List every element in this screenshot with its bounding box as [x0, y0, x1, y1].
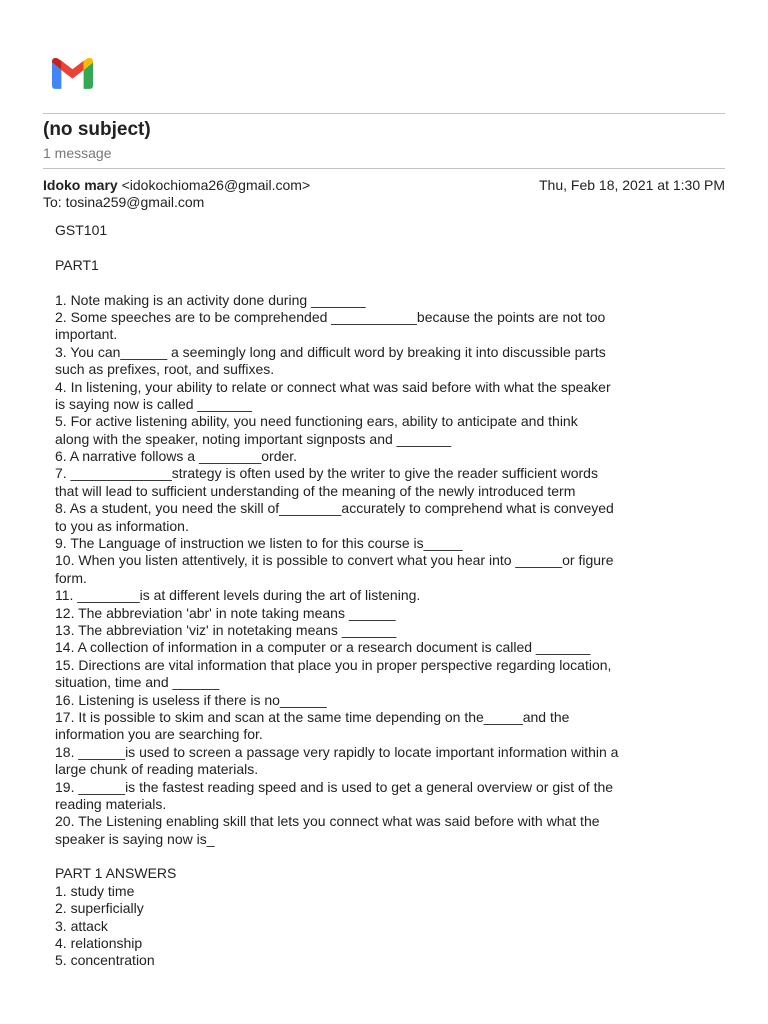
question-line: that will lead to sufficient understanding of the meaning of the newly introduced term	[55, 482, 576, 499]
gmail-logo-icon	[52, 58, 93, 89]
message-date: Thu, Feb 18, 2021 at 1:30 PM	[538, 177, 725, 193]
answer-line: 1. study time	[55, 882, 135, 899]
question-line: 3. You can______ a seemingly long and difficult word by breaking it into discussible parts	[55, 343, 606, 360]
question-line: 6. A narrative follows a ________order.	[55, 448, 298, 465]
answer-line: 4. relationship	[55, 935, 143, 952]
answer-line: 5. concentration	[55, 952, 155, 969]
question-line: reading materials.	[55, 795, 167, 812]
question-line: 14. A collection of information in a computer or a research document is called _______	[55, 639, 591, 656]
question-line: such as prefixes, root, and suffixes.	[55, 361, 275, 378]
sender-line	[43, 177, 310, 193]
question-line: 5. For active listening ability, you need functioning ears, ability to anticipate and think	[55, 413, 578, 430]
question-line: 10. When you listen attentively, it is possible to convert what you hear into ______or figure	[55, 552, 614, 569]
answers-title: PART 1 ANSWERS	[55, 865, 177, 882]
question-line: 4. In listening, your ability to relate or connect what was said before with what the speaker	[55, 378, 611, 395]
question-line: 16. Listening is useless if there is no______	[55, 691, 327, 708]
question-line: 1. Note making is an activity done during _______	[55, 291, 366, 308]
question-line: 7. _____________strategy is often used by the writer to give the reader sufficient words	[55, 465, 598, 482]
question-line: situation, time and ______	[55, 674, 220, 691]
question-line: 12. The abbreviation 'abr' in note taking means ______	[55, 604, 396, 621]
email-subject: (no subject)	[43, 119, 151, 140]
answer-line: 3. attack	[55, 917, 108, 934]
question-line: 9. The Language of instruction we listen to for this course is_____	[55, 535, 463, 552]
course-code: GST101	[55, 222, 108, 238]
question-line: 17. It is possible to skim and scan at the same time depending on the_____and the	[55, 708, 570, 725]
question-line: to you as information.	[55, 517, 189, 534]
question-line: important.	[55, 326, 118, 343]
sender-name: Idoko mary	[43, 177, 118, 193]
message-body	[55, 222, 625, 970]
question-line: 11. ________is at different levels during the art of listening.	[55, 587, 421, 604]
question-line: is saying now is called _______	[55, 395, 252, 412]
answer-line: 2. superficially	[55, 900, 144, 917]
question-line: 19. ______is the fastest reading speed and is used to get a general overview or gist of the	[55, 778, 614, 795]
question-line: 18. ______is used to screen a passage very rapidly to locate important information within a	[55, 743, 619, 760]
question-line: along with the speaker, noting important signposts and _______	[55, 430, 452, 447]
recipient-line: To: tosina259@gmail.com	[43, 194, 205, 210]
question-line: speaker is saying now is_	[55, 830, 215, 847]
question-line: 13. The abbreviation 'viz' in notetaking means _______	[55, 621, 397, 638]
question-line: 20. The Listening enabling skill that lets you connect what was said before with what the	[55, 813, 600, 830]
question-line: form.	[55, 569, 87, 586]
part-title: PART1	[55, 256, 99, 273]
question-line: large chunk of reading materials.	[55, 761, 259, 778]
question-line: 2. Some speeches are to be comprehended ___________because the points are not too	[55, 308, 606, 325]
sender-email: <idokochioma26@gmail.com>	[121, 177, 311, 193]
message-count: 1 message	[43, 145, 112, 161]
question-line: 15. Directions are vital information that place you in proper perspective regarding location,	[55, 656, 612, 673]
question-line: 8. As a student, you need the skill of________accurately to comprehend what is conveyed	[55, 500, 614, 517]
question-list	[55, 292, 625, 849]
header-divider	[43, 113, 725, 114]
question-line: information you are searching for.	[55, 726, 263, 743]
message-divider	[43, 168, 725, 169]
answer-list	[55, 883, 625, 970]
